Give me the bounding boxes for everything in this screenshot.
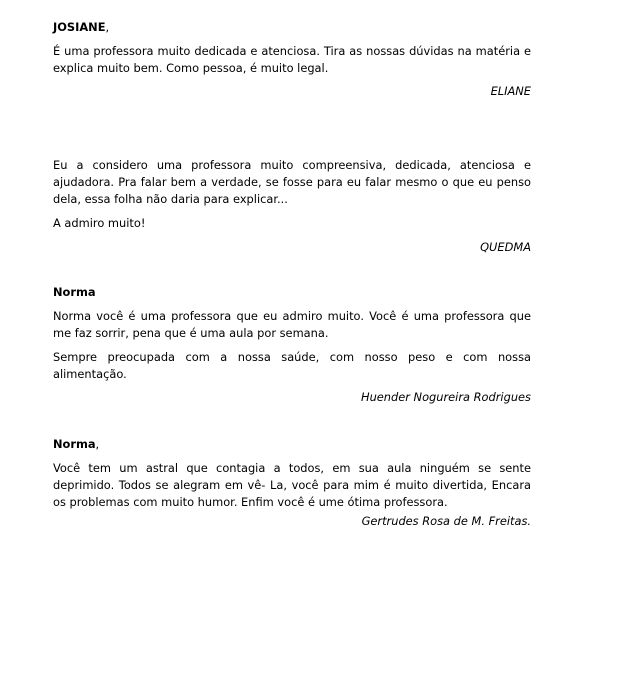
letter-paragraph: Norma você é uma professora que eu admiro muito. Você é uma professora que me faz sorrir, pena que é uma aula por semana.	[53, 309, 531, 340]
letter-paragraph: É uma professora muito dedicada e atenciosa. Tira as nossas dúvidas na matéria e explica muito bem. Como pessoa, é muito legal.	[53, 44, 531, 75]
letter-paragraph: Sempre preocupada com a nossa saúde, com nosso peso e com nossa alimentação.	[53, 350, 531, 381]
letter-signature: Huender Nogureira Rodrigues	[361, 390, 531, 404]
document-page	[53, 19, 531, 530]
heading-name: Norma	[53, 285, 96, 299]
letter-josiane	[53, 19, 531, 100]
letter-signature: QUEDMA	[480, 240, 531, 254]
letter-heading	[53, 19, 531, 36]
heading-name: Norma	[53, 437, 96, 451]
letter-heading	[53, 436, 531, 453]
heading-punct: ,	[95, 437, 100, 451]
letter-heading	[53, 284, 531, 301]
letter-signature: Gertrudes Rosa de M. Freitas.	[361, 514, 531, 528]
letter-norma-2	[53, 436, 531, 530]
letter-quedma	[53, 157, 531, 256]
heading-punct: ,	[105, 20, 110, 34]
heading-name: JOSIANE	[53, 20, 106, 34]
letter-signature: ELIANE	[490, 84, 531, 98]
letter-norma-1	[53, 284, 531, 406]
letter-paragraph: Você tem um astral que contagia a todos, em sua aula ninguém se sente deprimido. Todos se alegram em vê- La, você para mim é muito divertida, Encara os problemas com muito humor. Enfim você é ume ótima professora.	[53, 461, 531, 509]
letter-paragraph: Eu a considero uma professora muito compreensiva, dedicada, atenciosa e ajudadora. Pra falar bem a verdade, se fosse para eu falar mesmo o que eu penso dela, essa folha não daria para explicar...	[53, 158, 531, 206]
letter-paragraph: A admiro muito!	[53, 216, 146, 230]
